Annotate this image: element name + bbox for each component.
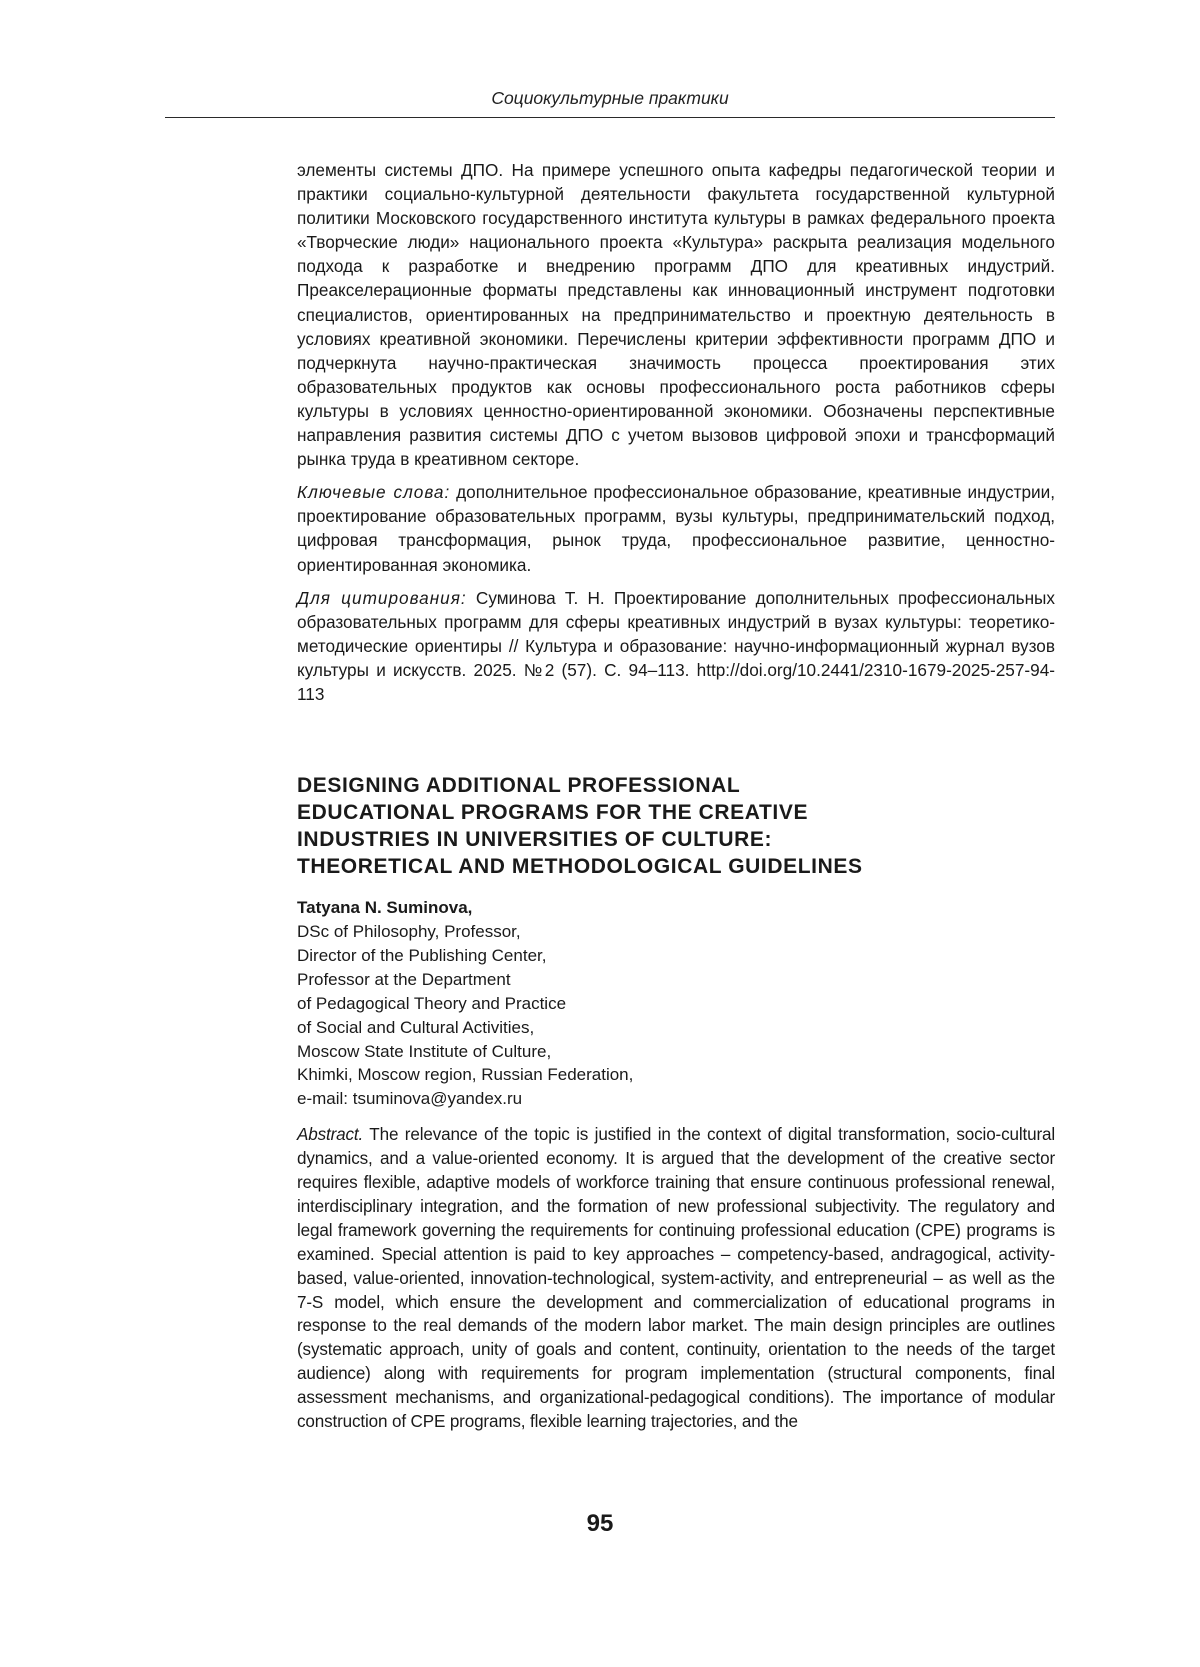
author-affiliation-line: Khimki, Moscow region, Russian Federation, — [297, 1065, 634, 1085]
title-line: EDUCATIONAL PROGRAMS FOR THE CREATIVE — [297, 801, 809, 825]
keywords-label: Ключевые слова: — [297, 482, 451, 503]
author-affiliation-line: Director of the Publishing Center, — [297, 945, 547, 965]
citation-paragraph — [297, 586, 1055, 706]
abstract-label: Abstract. — [297, 1125, 364, 1145]
author-email: e-mail: tsuminova@yandex.ru — [297, 1089, 523, 1109]
author-affiliation-line: of Social and Cultural Activities, — [297, 1017, 535, 1037]
citation-label: Для цитирования: — [297, 587, 467, 608]
english-abstract — [297, 1123, 1055, 1434]
author-affiliation-line: Professor at the Department — [297, 969, 511, 989]
author-affiliation-line: Moscow State Institute of Culture, — [297, 1041, 552, 1061]
keywords-paragraph — [297, 480, 1055, 576]
author-name: Tatyana N. Suminova, — [297, 898, 473, 918]
citation-text: Суминова Т. Н. Проектирование дополнительных профессиональных образовательных программ для сферы креативных индустрий в вузах культуры: теоретико-методические ориентиры // Культура и образование: научно-информационный журнал вузов культуры и искусств. 2025. №2 (57). С. 94–113. http://doi.org/10.2441/2310-1679-2025-257-94-113 — [297, 587, 1056, 704]
ru-abstract-tail: элементы системы ДПО. На примере успешного опыта кафедры педагогической теории и практики социально-культурной деятельности факультета государственной культурной политики Московского государственного института культуры в рамках федерального проекта «Творческие люди» национального проекта «Культура» раскрыта реализация модельного подхода к разработке и внедрению программ ДПО для креативных индустрий. Преакселерационные форматы представлены как инновационный инструмент подготовки специалистов, ориентированных на предпринимательство и проектную деятельность в условиях креативной экономики. Перечислены критерии эффективности программ ДПО и подчеркнута научно-практическая значимость процесса проектирования этих образовательных продуктов как основы профессионального роста работников сферы культуры в условиях ценностно-ориентированной экономики. Обозначены перспективные направления развития системы ДПО с учетом вызовов цифровой эпохи и трансформаций рынка труда в креативном секторе. — [297, 160, 1055, 470]
page-content — [297, 158, 1055, 1451]
title-line: DESIGNING ADDITIONAL PROFESSIONAL — [297, 774, 741, 798]
english-article-title — [297, 772, 1055, 880]
author-block — [297, 896, 1055, 1111]
page-number: 95 — [586, 1510, 614, 1537]
author-affiliation-line: DSc of Philosophy, Professor, — [297, 921, 521, 941]
title-line: THEORETICAL AND METHODOLOGICAL GUIDELINES — [297, 855, 863, 879]
header-rule — [165, 117, 1055, 118]
running-head: Социокультурные практики — [491, 88, 729, 108]
abstract-text: The relevance of the topic is justified in the context of digital transformation, socio-cultural dynamics, and a value-oriented economy. It is argued that the development of the creative sector requires flexible, adaptive models of workforce training that ensure continuous professional renewal, interdisciplinary integration, and the formation of new professional subjectivity. The regulatory and legal framework governing the requirements for continuing professional education (CPE) programs is examined. Special attention is paid to key approaches – competency-based, andragogical, activity-based, value-oriented, innovation-technological, system-activity, and entrepreneurial – as well as the 7-S model, which ensure the development and commercialization of educational programs in response to the real demands of the modern labor market. The main design principles are outlines (systematic approach, unity of goals and content, continuity, orientation to the needs of the target audience) along with requirements for program implementation (structural components, final assessment mechanisms, and organizational-pedagogical conditions). The importance of modular construction of CPE programs, flexible learning trajectories, and the — [297, 1125, 1055, 1432]
keywords-text: дополнительное профессиональное образование, креативные индустрии, проектирование образовательных программ, вузы культуры, предпринимательский подход, цифровая трансформация, рынок труда, профессиональное развитие, ценностно-ориентированная экономика. — [297, 482, 1055, 575]
author-affiliation-line: of Pedagogical Theory and Practice — [297, 993, 567, 1013]
title-line: INDUSTRIES IN UNIVERSITIES OF CULTURE: — [297, 828, 773, 852]
